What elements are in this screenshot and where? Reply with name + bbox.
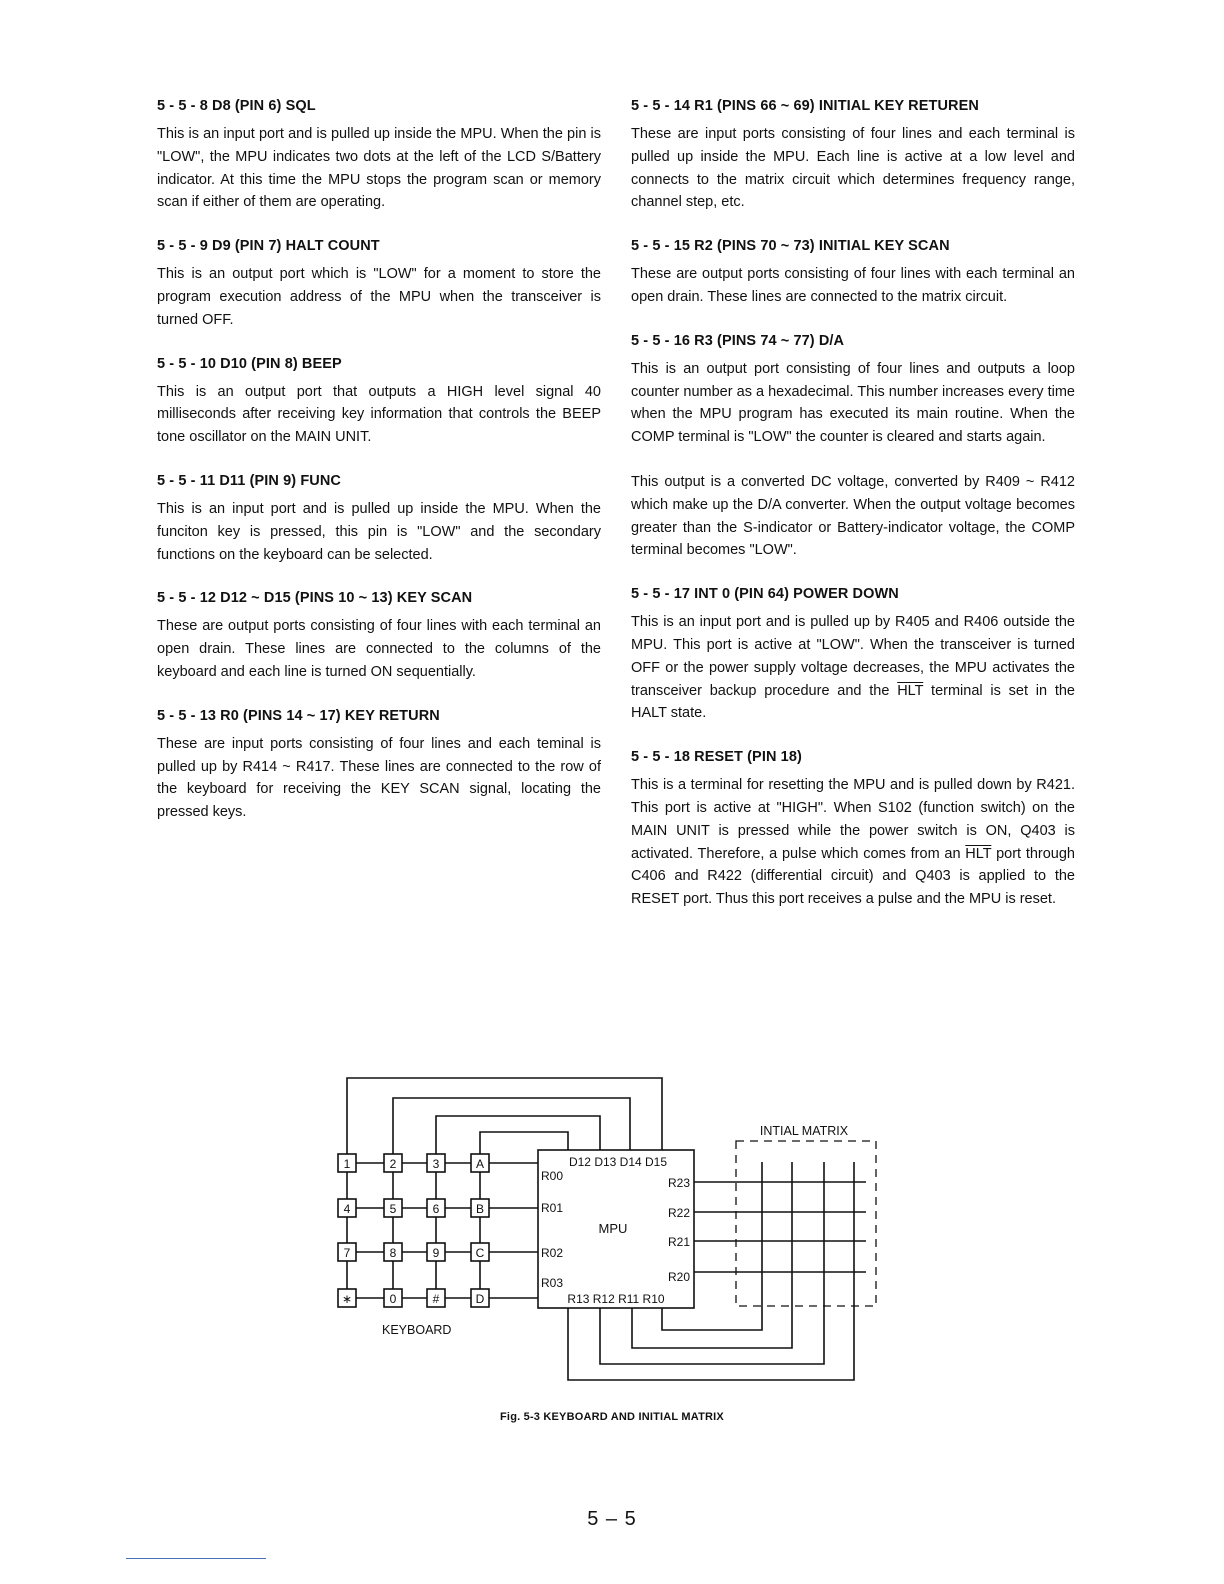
r00-label: R00 [541, 1169, 564, 1183]
section-5-5-17 [631, 586, 1075, 725]
matrix-label: INTIAL MATRIX [759, 1124, 849, 1138]
key-label: 5 [389, 1202, 397, 1216]
key-label: # [432, 1292, 440, 1306]
section-5-5-8 [157, 98, 601, 214]
r20-label: R20 [667, 1270, 690, 1284]
key-3 [427, 1154, 445, 1172]
key-5 [384, 1199, 402, 1217]
section-5-5-13 [157, 708, 601, 824]
scan-lines [347, 1078, 662, 1155]
section-5-5-16 [631, 333, 1075, 562]
key-label: A [475, 1157, 485, 1171]
key-label: 3 [432, 1157, 440, 1171]
mpu-labels [382, 1124, 849, 1337]
section-heading: 5 - 5 - 10 D10 (PIN 8) BEEP [157, 355, 342, 372]
key-7 [338, 1243, 356, 1261]
keyboard-label: KEYBOARD [382, 1323, 452, 1337]
r23-label: R23 [667, 1176, 690, 1190]
key-c [471, 1243, 489, 1261]
hlt-signal: $\overline{HLT}$ [965, 845, 992, 862]
matrix-rows [694, 1182, 866, 1272]
key-4 [338, 1199, 356, 1217]
key-8 [384, 1243, 402, 1261]
mpu-label: MPU [598, 1221, 628, 1236]
return-lines [568, 1308, 854, 1380]
keyboard-matrix-diagram [330, 1070, 890, 1400]
key-6 [427, 1199, 445, 1217]
left-column [157, 98, 601, 848]
section-5-5-14 [631, 98, 1075, 214]
section-5-5-9 [157, 238, 601, 331]
section-paragraph [631, 611, 1075, 725]
key-label: 2 [389, 1157, 397, 1171]
key-a [471, 1154, 489, 1172]
section-5-5-12 [157, 590, 601, 683]
key-label: C [475, 1246, 485, 1260]
pins-bottom-label: R13 R12 R11 R10 [567, 1292, 665, 1306]
r22-label: R22 [667, 1206, 690, 1220]
key-label: D [475, 1292, 485, 1306]
key-2 [384, 1154, 402, 1172]
section-5-5-10 [157, 356, 601, 449]
key-label: 1 [343, 1157, 351, 1171]
diagram-svg [330, 1070, 890, 1400]
section-heading: 5 - 5 - 8 D8 (PIN 6) SQL [157, 98, 316, 114]
section-heading: 5 - 5 - 12 D12 ~ D15 (PINS 10 ~ 13) KEY SCAN [157, 590, 473, 607]
keyboard-columns [347, 1155, 480, 1292]
figure-caption: Fig. 5-3 KEYBOARD AND INITIAL MATRIX [500, 1411, 724, 1423]
section-paragraph [631, 774, 1075, 911]
section-paragraph: This is an input port and is pulled up inside the MPU. When the funciton key is pressed, this pin is "LOW" and the secondary functions on the keyboard can be selected. [157, 500, 601, 563]
key-label: ∗ [341, 1292, 353, 1306]
keyboard-rows [347, 1163, 538, 1298]
section-heading: 5 - 5 - 16 R3 (PINS 74 ~ 77) D/A [631, 332, 845, 349]
section-paragraph: These are output ports consisting of four lines with each terminal an open drain. These lines are connected to the matrix circuit. [631, 266, 1075, 305]
hlt-signal: $\overline{HLT}$ [897, 682, 924, 699]
section-5-5-15 [631, 238, 1075, 309]
section-heading: 5 - 5 - 13 R0 (PINS 14 ~ 17) KEY RETURN [157, 707, 440, 724]
footer-rule [126, 1558, 266, 1559]
key-1 [338, 1154, 356, 1172]
section-5-5-18 [631, 749, 1075, 911]
section-paragraph: These are input ports consisting of four lines and each teminal is pulled up by R414 ~ R417. These lines are connected to the row of the keyboard for receiving the KEY SCAN signal, locating the pressed keys. [157, 735, 601, 821]
section-heading: 5 - 5 - 18 RESET (PIN 18) [631, 749, 802, 766]
key-9 [427, 1243, 445, 1261]
section-paragraph: These are output ports consisting of four lines with each terminal an open drain. These lines are connected to the columns of the keyboard and each line is turned ON sequentially. [157, 618, 601, 680]
section-heading: 5 - 5 - 15 R2 (PINS 70 ~ 73) INITIAL KEY SCAN [631, 238, 950, 255]
section-paragraph: This output is a converted DC voltage, converted by R409 ~ R412 which make up the D/A converter. When the output voltage becomes greater than the S-indicator or Battery-indicator voltage, the COMP terminal becomes "LOW". [631, 473, 1075, 559]
paragraph-text: port through C406 and R422 (differential circuit) and Q403 is applied to the RESET port. Thus this port receives a pulse and the MPU is reset. [631, 845, 1075, 908]
key-b [471, 1199, 489, 1217]
paragraph-text: This is an input port and is pulled up by R405 and R406 outside the MPU. This port is active at "LOW". When the transceiver is turned OFF or the power supply voltage decreases, the MPU activates the transceiver backup procedure and the [631, 614, 1075, 699]
r03-label: R03 [541, 1276, 564, 1290]
section-paragraph: These are input ports consisting of four lines and each terminal is pulled up inside the MPU. Each line is active at a low level and connects to the matrix circuit which determines frequency range, channel step, etc. [631, 126, 1075, 211]
key-label: 6 [432, 1202, 440, 1216]
paragraph-text: terminal is set in the HALT state. [631, 682, 1075, 722]
section-heading: 5 - 5 - 17 INT 0 (PIN 64) POWER DOWN [631, 586, 899, 603]
key-label: B [475, 1202, 485, 1216]
key-label: 0 [389, 1292, 397, 1306]
key-0 [384, 1289, 402, 1307]
key-d [471, 1289, 489, 1307]
section-paragraph: This is an input port and is pulled up inside the MPU. When the pin is "LOW", the MPU indicates two dots at the left of the LCD S/Battery indicator. At this time the MPU stops the program scan or memory scan if either of them are operating. [157, 126, 601, 211]
section-heading: 5 - 5 - 11 D11 (PIN 9) FUNC [157, 472, 342, 489]
r02-label: R02 [541, 1246, 564, 1260]
right-column [631, 98, 1075, 935]
key-label: 4 [343, 1202, 351, 1216]
r21-label: R21 [667, 1235, 690, 1249]
pins-top-label: D12 D13 D14 D15 [568, 1155, 668, 1169]
keys [338, 1154, 489, 1307]
key-label: 8 [389, 1246, 397, 1260]
section-5-5-11 [157, 473, 601, 566]
page-number: 5 – 5 [587, 1508, 637, 1530]
key-star [338, 1289, 356, 1307]
key-hash [427, 1289, 445, 1307]
key-label: 7 [343, 1246, 351, 1260]
r01-label: R01 [541, 1201, 564, 1215]
matrix-columns [762, 1162, 854, 1310]
key-label: 9 [432, 1246, 440, 1260]
matrix-enclosure [736, 1141, 876, 1306]
paragraph-text: This is a terminal for resetting the MPU and is pulled down by R421. This port is active at "HIGH". When S102 (function switch) on the MAIN UNIT is pressed while the power switch is ON, Q403 is activated. Therefore, a pulse which comes from an [631, 777, 1075, 862]
section-heading: 5 - 5 - 14 R1 (PINS 66 ~ 69) INITIAL KEY RETUREN [631, 98, 979, 114]
section-paragraph: This is an output port that outputs a HIGH level signal 40 milliseconds after receiving key information that controls the BEEP tone oscillator on the MAIN UNIT. [157, 383, 601, 446]
section-paragraph: This is an output port which is "LOW" for a moment to store the program execution address of the MPU when the transceiver is turned OFF. [157, 266, 601, 328]
section-paragraph: This is an output port consisting of four lines and outputs a loop counter number as a hexadecimal. This number increases every time when the MPU program has executed its main routine. When the COMP terminal is "LOW" the counter is cleared and starts again. [631, 360, 1075, 446]
section-heading: 5 - 5 - 9 D9 (PIN 7) HALT COUNT [157, 238, 380, 255]
